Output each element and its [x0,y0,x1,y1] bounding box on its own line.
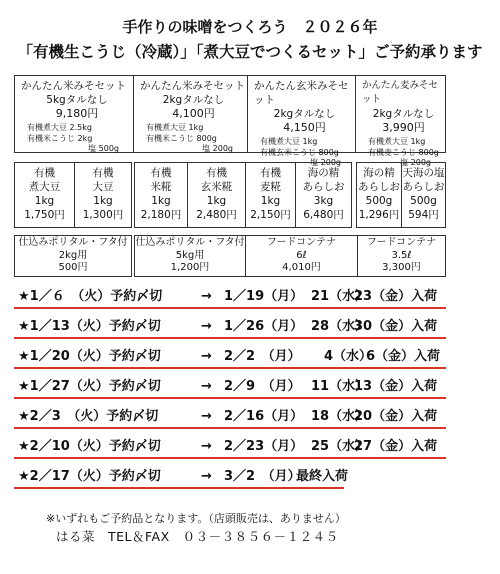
set-table [14,75,446,167]
final-arrival: 最終入荷 [296,469,349,484]
set-item: 有機米こうじ 800g [146,133,217,143]
date-1: 2／23（月） [224,439,304,454]
order-deadline: ★2／3 （火）予約〆切 [18,409,159,424]
date-1: 1／26（月） [224,319,304,334]
date-3: 20（金）入荷 [354,409,438,424]
product-line2: 大豆 [92,181,114,193]
order-deadline: ★1／６ （火）予約〆切 [18,289,163,304]
set-sub: 5kgタルなし [46,94,108,106]
product-line1: 天海の塩 [402,167,445,179]
set-cell [247,76,355,167]
product-qty: 500g [410,195,437,207]
set-item: 有機煮大豆 1kg [368,137,426,146]
set-cell [355,76,445,167]
product-table-a [14,162,132,228]
container-name: 仕込みポリタル・フタ付 [18,237,128,248]
date-3: 30（金）入荷 [354,319,438,334]
date-2: 18（水） [311,409,369,424]
product-qty: 1kg [151,195,171,207]
set-price: 3,990円 [382,121,425,134]
contact-info: はる菜 TEL＆FAX ０３－３８５６－１２４５ [56,529,339,544]
schedule-underline [14,397,446,399]
set-item: 塩 200g [400,158,431,167]
schedule-underline [14,427,446,429]
date-3: 27（金）入荷 [354,439,438,454]
product-price: 2,480円 [196,209,237,221]
date-2: 4（水） [324,349,373,364]
set-price: 4,100円 [172,107,215,120]
product-qty: 1kg [34,195,55,207]
set-name: かんたん米みそセット [140,80,245,92]
date-1: 2／9 （月） [224,379,301,394]
product-line1: 有機 [34,167,55,179]
set-name: かんたん麦みそセット [362,80,439,105]
container-size: 5kg用 [175,249,205,261]
container-cell [15,236,131,276]
date-1: 2／2 （月） [224,349,301,364]
product-qty: 3kg [313,195,334,207]
container-price: 1,200円 [170,262,210,273]
set-sub: 2kgタルなし [162,94,225,106]
set-sub: 2kgタルなし [273,108,336,120]
product-line2: あらしお [302,181,345,193]
container-cell [135,236,245,276]
container-price: 4,010円 [282,262,321,273]
product-cell [245,163,295,227]
date-3: 6（金）入荷 [366,349,441,364]
container-size: 3.5ℓ [391,249,412,261]
product-cell [401,163,445,227]
container-name: フードコンテナ [266,237,337,248]
order-deadline: ★1／20（火）予約〆切 [18,349,161,364]
schedule-underline [14,457,446,459]
container-size: 6ℓ [296,249,307,261]
product-price: 1,300円 [82,209,124,221]
set-item: 有機煮大豆 2.5kg [27,123,92,132]
arrow: → [201,379,212,394]
container-name: 仕込みポリタル・フタ付 [135,237,245,248]
set-sub: 2kgタルなし [372,108,435,120]
date-3: 23（金）入荷 [354,289,438,304]
product-line1: 有機 [206,167,227,179]
container-size: 2kg用 [58,249,88,261]
schedule-underline [14,487,344,489]
set-item: 塩 200g [202,144,233,153]
schedule-row [14,437,446,459]
schedule-underline [14,367,446,369]
set-name: かんたん玄米みそセット [254,80,349,106]
order-deadline: ★2／10（火）予約〆切 [18,439,161,454]
set-price: 9,180円 [55,107,99,120]
arrow: → [201,439,212,454]
date-2: 21（水） [311,289,369,304]
container-cell [245,236,357,276]
set-item: 有機麦こうじ 800g [368,147,439,157]
product-price: 1,750円 [24,209,65,221]
schedule-row [14,377,446,399]
set-item: 塩 500g [88,144,119,153]
product-price: 2,180円 [140,209,182,221]
page-subtitle: 「有機生こうじ（冷蔵）」「煮大豆でつくるセット」ご予約承ります [17,43,483,61]
date-3: 13（金）入荷 [354,379,438,394]
container-name: フードコンテナ [366,237,437,248]
set-item: 塩 200g [310,158,341,167]
product-line1: 海の精 [307,167,340,179]
product-qty: 1kg [93,195,113,207]
product-line1: 有機 [92,167,114,179]
date-2: 11（水） [311,379,369,394]
date-2: 25（水） [311,439,369,454]
date-1: 2／16（月） [224,409,304,424]
schedule-row [14,287,446,309]
schedule-row [14,467,349,489]
set-cell [133,76,247,152]
product-cell [357,163,401,227]
product-line2: 玄米糀 [200,181,233,193]
arrow: → [201,409,212,424]
set-item: 有機煮大豆 1kg [146,123,204,132]
product-cell [187,163,245,227]
product-cell [74,163,131,227]
schedule-row [14,407,446,429]
schedule-underline [14,337,446,339]
set-name: かんたん米みそセット [21,80,126,92]
date-1: 3／2 （月） [224,469,301,484]
container-table-a [14,235,132,277]
schedule-row [14,347,446,369]
schedule-underline [14,307,446,309]
product-table-c [356,162,446,228]
date-1: 1／19（月） [224,289,304,304]
set-item: 有機煮大豆 1kg [260,137,318,146]
product-price: 1,296円 [358,209,400,221]
order-deadline: ★1／27（火）予約〆切 [18,379,161,394]
order-deadline: ★1／13（火）予約〆切 [18,319,161,334]
product-price: 6,480円 [303,209,344,221]
set-price: 4,150円 [283,121,326,134]
set-item: 有機米こうじ 2kg [27,133,93,143]
product-qty: 500g [365,195,393,207]
set-cell [15,76,133,152]
set-item: 有機玄米こうじ 800g [260,147,339,157]
footer-note: ※いずれもご予約品となります。（店頭販売は、ありません） [46,512,346,525]
arrow: → [201,349,212,364]
product-qty: 1kg [206,195,227,207]
product-line2: 煮大豆 [28,181,61,193]
product-line2: あらしお [358,181,400,193]
product-line2: あらしお [402,181,445,193]
product-price: 2,150円 [250,209,291,221]
arrow: → [201,319,212,334]
arrow: → [201,469,212,484]
product-line1: 海の精 [363,167,395,179]
container-price: 500円 [58,262,88,273]
arrow: → [201,289,212,304]
product-cell [135,163,187,227]
order-deadline: ★2／17（火）予約〆切 [18,469,161,484]
container-price: 3,300円 [382,262,421,273]
product-price: 594円 [408,209,439,221]
product-line2: 米糀 [150,181,172,193]
product-line1: 有機 [260,167,281,179]
page-title: 手作りの味噌をつくろう ２０２６年 [122,18,378,36]
product-table-b [134,162,352,228]
container-cell [357,236,445,276]
container-table-b [134,235,446,277]
product-qty: 1kg [260,195,281,207]
schedule-row [14,317,446,339]
product-cell [295,163,351,227]
product-line1: 有機 [150,167,172,179]
product-line2: 麦糀 [260,181,281,193]
date-2: 28（水） [311,319,369,334]
product-cell [15,163,74,227]
